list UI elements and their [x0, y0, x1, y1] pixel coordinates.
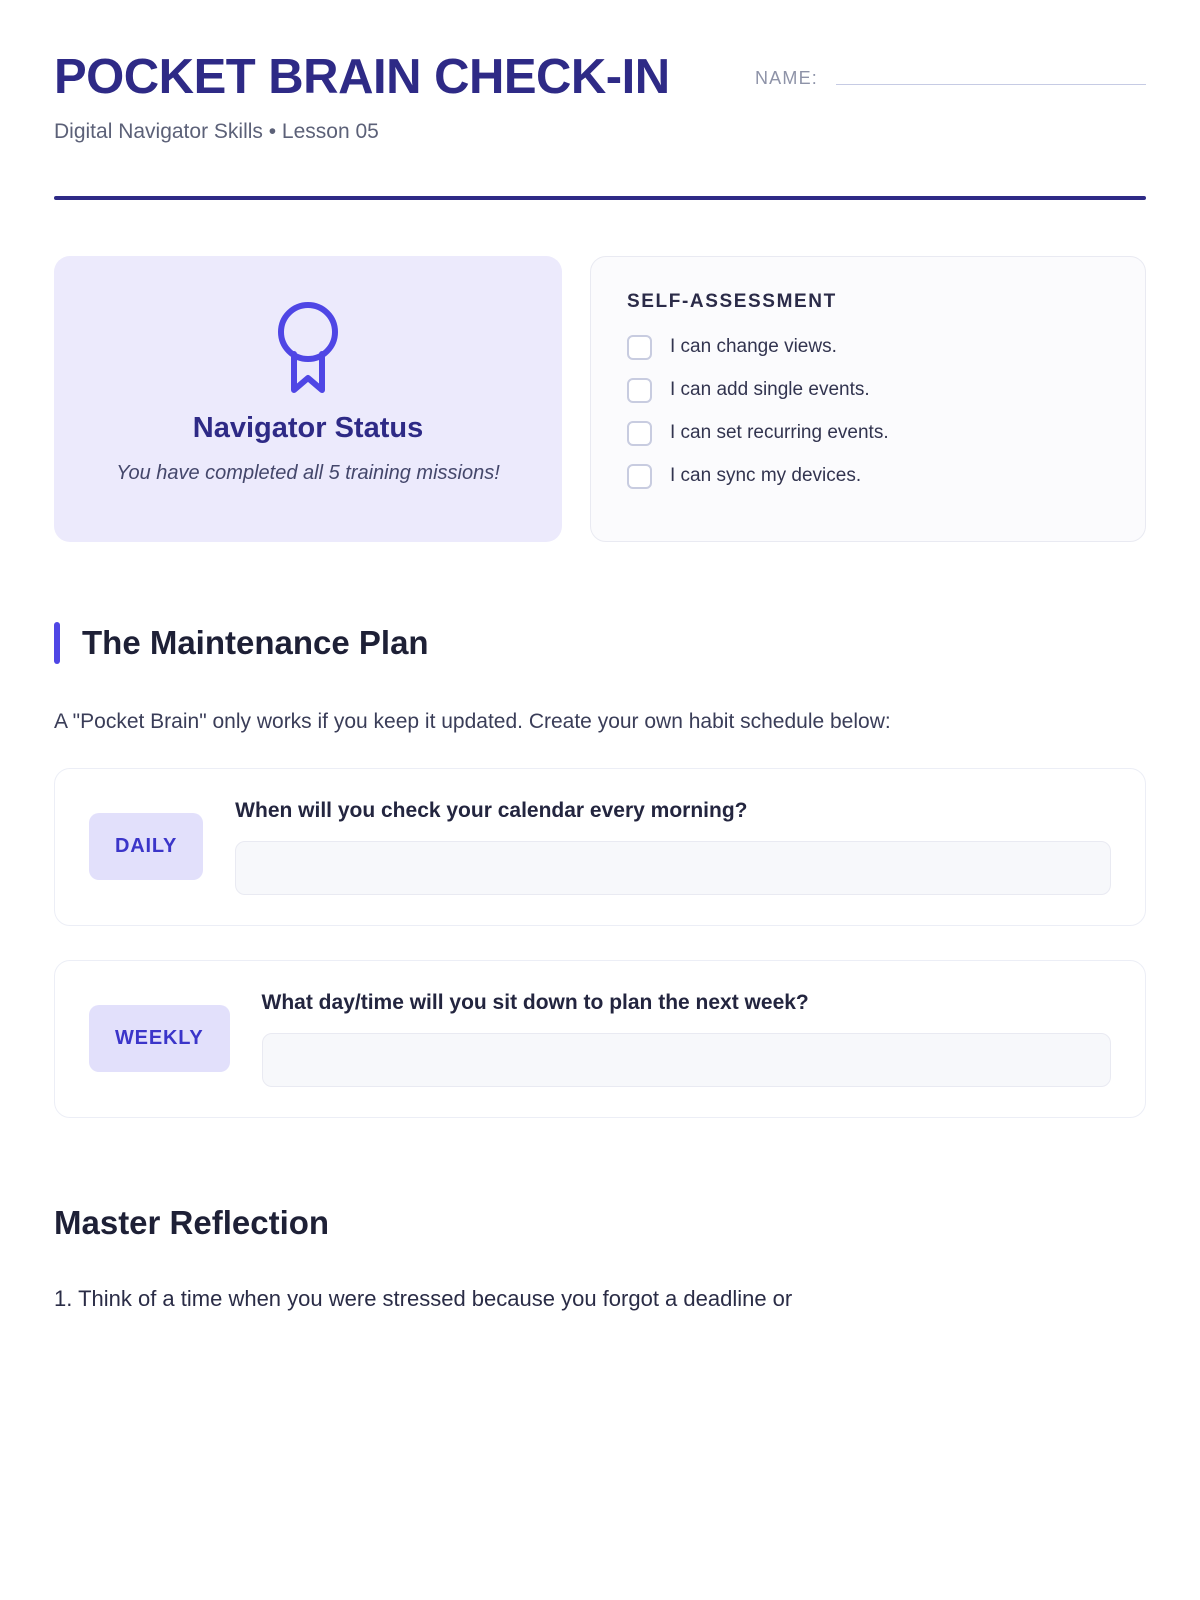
habit-pill-daily: DAILY: [89, 813, 203, 880]
habit-answer-input-weekly[interactable]: [262, 1033, 1111, 1087]
status-subtitle: You have completed all 5 training missions!: [116, 461, 500, 484]
maintenance-section-heading: [54, 622, 1146, 664]
navigator-status-card: [54, 256, 562, 542]
reflection-question-1: 1. Think of a time when you were stressed because you forgot a deadline or: [54, 1285, 793, 1311]
award-ribbon-icon: [269, 296, 347, 396]
habit-question: When will you check your calendar every morning?: [235, 798, 748, 822]
habit-body: [235, 799, 1111, 895]
checkbox-set-recurring-events[interactable]: [627, 421, 652, 446]
checklist-label: I can sync my devices.: [670, 465, 862, 487]
habit-answer-input-daily[interactable]: [235, 841, 1111, 895]
checklist-label: I can change views.: [670, 336, 837, 358]
maintenance-intro: A "Pocket Brain" only works if you keep it updated. Create your own habit schedule below:: [54, 709, 891, 733]
habit-pill-weekly: WEEKLY: [89, 1005, 230, 1072]
page-subtitle: Digital Navigator Skills • Lesson 05: [54, 119, 379, 143]
title-block: [54, 52, 670, 144]
checklist-label: I can set recurring events.: [670, 422, 889, 444]
top-cards: [54, 256, 1146, 542]
habit-row-weekly: [54, 960, 1146, 1118]
habit-question: What day/time will you sit down to plan the next week?: [261, 990, 809, 1014]
status-title: Navigator Status: [192, 411, 424, 444]
checkbox-change-views[interactable]: [627, 335, 652, 360]
checklist-item[interactable]: [627, 464, 1109, 489]
habit-row-daily: [54, 768, 1146, 926]
checklist-label: I can add single events.: [670, 379, 870, 401]
name-input-line[interactable]: [836, 84, 1146, 85]
page-title: POCKET BRAIN CHECK-IN: [54, 50, 670, 104]
section-title: The Maintenance Plan: [82, 623, 429, 661]
habit-body: [262, 991, 1111, 1087]
self-assessment-title: SELF-ASSESSMENT: [627, 290, 837, 312]
self-assessment-card: [590, 256, 1146, 542]
section-accent-bar: [54, 622, 60, 664]
name-label: NAME:: [754, 68, 818, 88]
checklist-item[interactable]: [627, 378, 1109, 403]
checkbox-add-single-events[interactable]: [627, 378, 652, 403]
name-field[interactable]: [755, 52, 1146, 89]
document-header: [54, 52, 1146, 144]
checklist-item[interactable]: [627, 335, 1109, 360]
checklist-item[interactable]: [627, 421, 1109, 446]
header-divider: [54, 196, 1146, 200]
reflection-title: Master Reflection: [54, 1203, 330, 1241]
checkbox-sync-devices[interactable]: [627, 464, 652, 489]
